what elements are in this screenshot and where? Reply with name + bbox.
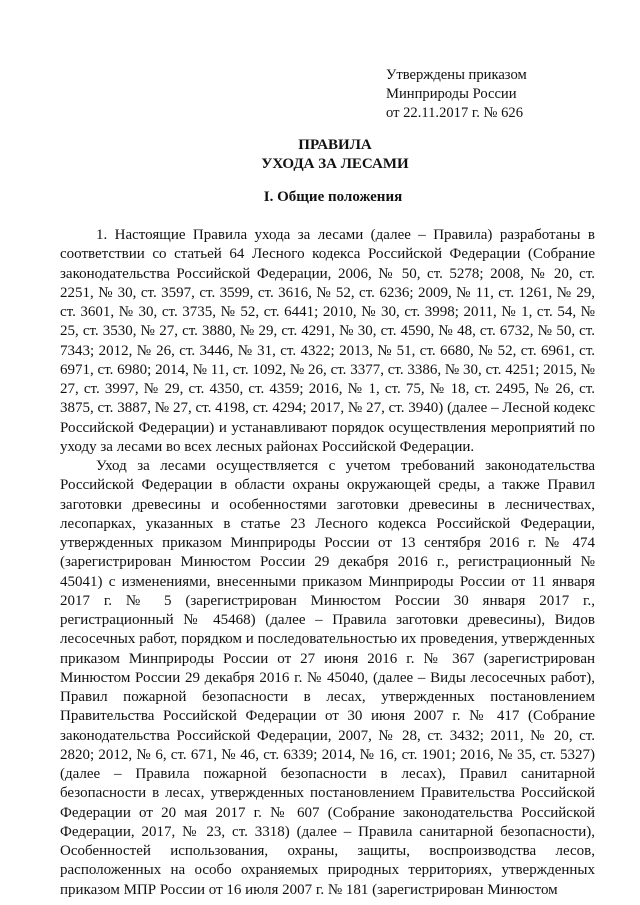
paragraph-2: Уход за лесами осуществляется с учетом требований законодательства Российской Федерации в области охраны окружающей среды, а также Правил заготовки древесины и особенностями заготовки древесины в лесничествах, лесопарках, указанных в статье 23 Лесного кодекса Российской Федерации, утвержденных приказом Минприроды России от 13 сентября 2016 г. № 474 (зарегистрирован Минюстом России 29 декабря 2016 г., регистрационный № 45041) с изменениями, внесенными приказом Минприроды России от 11 января 2017 г. № 5 (зарегистрирован Минюстом России 30 января 2017 г., регистрационный № 45468) (далее – Правила заготовки древесины), Видов лесосечных работ, порядком и последовательностью их проведения, утвержденных приказом Минприроды России от 27 июня 2016 г. № 367 (зарегистрирован Минюстом России 29 декабря 2016 г. № 45040, (далее – Виды лесосечных работ), Правил пожарной безопасности в лесах, утвержденных постановлением Правительства Российской Федерации от 30 июня 2007 г. № 417 (Собрание законодательства Российской Федерации, 2007, № 28, ст. 3432; 2011, № 20, ст. 2820; 2012, № 6, ст. 671, № 46, ст. 6339; 2014, № 16, ст. 1901; 2016, № 35, ст. 5327) (далее – Правила пожарной безопасности в лесах), Правил санитарной безопасности в лесах, утвержденных постановлением Правительства Российской Федерации от 20 мая 2017 г. № 607 (Собрание законодательства Российской Федерации, 2017, № 23, ст. 3318) (далее – Правила санитарной безопасности), Особенностей использования, охраны, защиты, воспроизводства лесов, расположенных на особо охраняемых природных территориях, утвержденных приказом МПР России от 16 июля 2007 г. № 181 (зарегистрирован Минюстом [60,458,595,898]
paragraph-1: 1. Настоящие Правила ухода за лесами (далее – Правила) разработаны в соответствии со статьей 64 Лесного кодекса Российской Федерации (Собрание законодательства Российской Федерации, 2006, № 50, ст. 5278; 2008, № 20, ст. 2251, № 30, ст. 3597, ст. 3599, ст. 3616, № 52, ст. 6236; 2009, № 11, ст. 1261, № 29, ст. 3601, № 30, ст. 3735, № 52, ст. 6441; 2010, № 30, ст. 3998; 2011, № 1, ст. 54, № 25, ст. 3530, № 27, ст. 3880, № 29, ст. 4291, № 30, ст. 4590, № 48, ст. 6732, № 50, ст. 7343; 2012, № 26, ст. 3446, № 31, ст. 4322; 2013, № 51, ст. 6680, № 52, ст. 6961, ст. 6971, ст. 6980; 2014, № 11, ст. 1092, № 26, ст. 3377, ст. 3386, № 30, ст. 4251; 2015, № 27, ст. 3997, № 29, ст. 4350, ст. 4359; 2016, № 1, ст. 75, № 18, ст. 2495, № 26, ст. 3875, ст. 3887, № 27, ст. 4198, ст. 4294; 2017, № 27, ст. 3940) (далее – Лесной кодекс Российской Федерации) и устанавливают порядок осуществления мероприятий по уходу за лесами во всех лесных районах Российской Федерации. [60,227,595,455]
document-body [60,226,595,900]
section-heading: I. Общие положения [263,189,403,205]
approval-block [386,66,527,123]
approval-line-2: Минприроды России [386,86,517,102]
approval-line-3: от 22.11.2017 г. № 626 [386,105,524,121]
approval-line-1: Утверждены приказом [386,67,527,83]
document-title [0,136,640,174]
title-line-2: УХОДА ЗА ЛЕСАМИ [261,156,409,172]
title-line-1: ПРАВИЛА [298,137,372,153]
